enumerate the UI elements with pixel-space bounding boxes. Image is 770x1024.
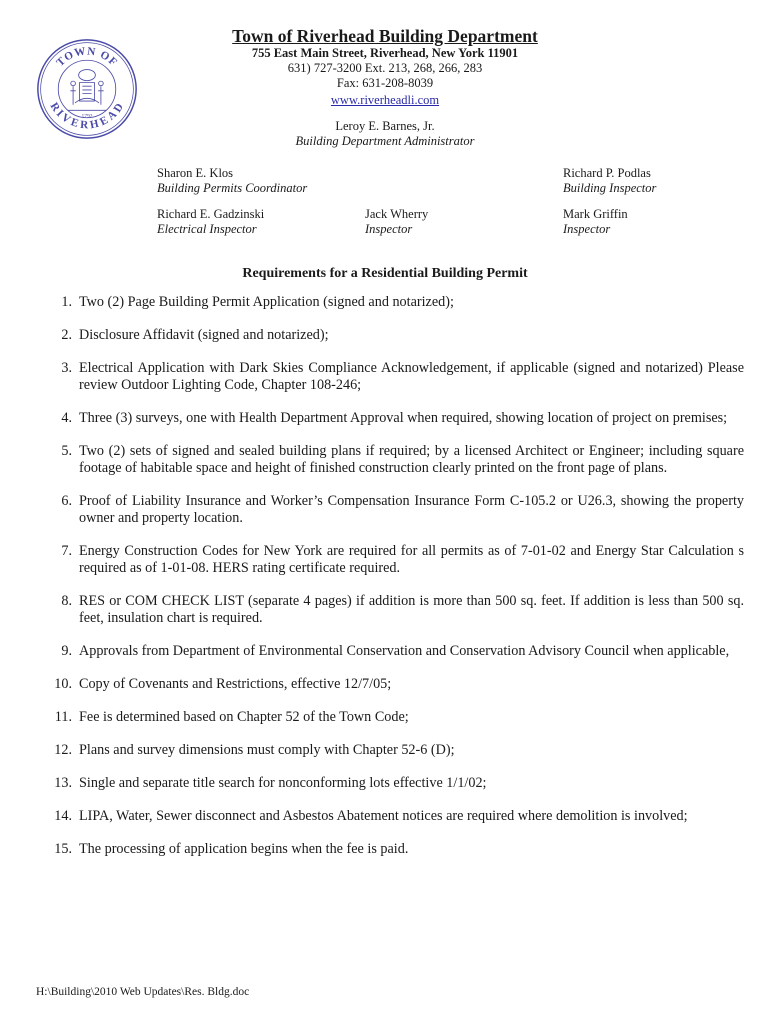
requirement-item — [36, 327, 744, 344]
item-number: 14. — [54, 808, 72, 824]
item-number: 15. — [54, 841, 72, 857]
requirement-item — [36, 841, 744, 858]
item-number: 11. — [54, 709, 72, 725]
seal-year: 1792 — [81, 113, 93, 120]
requirement-item — [36, 808, 744, 825]
requirement-item — [36, 742, 744, 759]
seal-bottom-text: RIVERHEAD — [47, 100, 127, 132]
department-phone: 631) 727-3200 Ext. 213, 268, 266, 283 — [287, 61, 483, 75]
staff-entry — [157, 166, 307, 196]
staff-title: Electrical Inspector — [157, 222, 257, 236]
item-text: Three (3) surveys, one with Health Department Approval when required, showing location of project on premises; — [79, 410, 728, 426]
staff-name: Richard P. Podlas — [563, 166, 651, 180]
item-text: Proof of Liability Insurance and Worker’s Compensation Insurance Form C-105.2 or U26.3, showing the property owner and property location. — [79, 493, 744, 526]
item-text: Plans and survey dimensions must comply with Chapter 52-6 (D); — [79, 742, 455, 758]
item-number: 8. — [61, 593, 72, 609]
item-number: 7. — [61, 543, 72, 559]
item-number: 2. — [61, 327, 72, 343]
item-number: 12. — [54, 742, 72, 758]
requirement-item — [36, 294, 744, 311]
requirement-item — [36, 676, 744, 693]
staff-name: Jack Wherry — [365, 207, 429, 221]
website-link[interactable]: www.riverheadli.com — [330, 93, 440, 107]
requirement-item — [36, 643, 744, 660]
item-text: The processing of application begins when the fee is paid. — [79, 841, 409, 857]
item-text: Copy of Covenants and Restrictions, effective 12/7/05; — [79, 676, 392, 692]
staff-name: Richard E. Gadzinski — [157, 207, 265, 221]
staff-entry — [365, 207, 428, 237]
item-number: 9. — [61, 643, 72, 659]
footer-file-path: H:\Building\2010 Web Updates\Res. Bldg.doc — [36, 986, 250, 998]
item-text: Two (2) sets of signed and sealed building plans if required; by a licensed Architect or Engineer; including square footage of habitable space and height of finished construction clearly printed on the front page of plans. — [79, 443, 744, 476]
requirement-item — [36, 410, 744, 427]
administrator-name: Leroy E. Barnes, Jr. — [335, 119, 435, 133]
department-address: 755 East Main Street, Riverhead, New York 11901 — [251, 46, 519, 60]
administrator-title: Building Department Administrator — [295, 134, 475, 148]
staff-title: Inspector — [563, 222, 611, 236]
item-number: 5. — [61, 443, 72, 459]
item-text: Two (2) Page Building Permit Application (signed and notarized); — [79, 294, 454, 310]
requirement-item — [36, 775, 744, 792]
department-fax: Fax: 631-208-8039 — [336, 76, 434, 90]
item-text: Disclosure Affidavit (signed and notarized); — [79, 327, 329, 343]
item-number: 4. — [61, 410, 72, 426]
staff-entry — [563, 166, 656, 196]
letterhead — [180, 26, 590, 149]
town-seal — [36, 38, 138, 140]
item-number: 10. — [54, 676, 72, 692]
item-text: LIPA, Water, Sewer disconnect and Asbestos Abatement notices are required where demolition is involved; — [79, 808, 688, 824]
requirement-item — [36, 443, 744, 477]
item-text: Electrical Application with Dark Skies Compliance Acknowledgement, if applicable (signed and notarized) Please review Outdoor Lighting Code, Chapter 108-246; — [79, 360, 744, 393]
requirement-item — [36, 543, 744, 577]
requirement-item — [36, 709, 744, 726]
item-number: 6. — [61, 493, 72, 509]
item-text: Fee is determined based on Chapter 52 of the Town Code; — [79, 709, 409, 725]
requirement-item — [36, 360, 744, 394]
requirements-heading: Requirements for a Residential Building Permit — [242, 266, 528, 281]
item-text: RES or COM CHECK LIST (separate 4 pages) if addition is more than 500 sq. feet. If addition is less than 500 sq. feet, insulation chart is required. — [79, 593, 744, 626]
staff-title: Building Inspector — [563, 181, 657, 195]
item-number: 13. — [54, 775, 72, 791]
staff-title: Building Permits Coordinator — [157, 181, 308, 195]
item-number: 3. — [61, 360, 72, 376]
staff-name: Sharon E. Klos — [157, 166, 234, 180]
item-text: Single and separate title search for nonconforming lots effective 1/1/02; — [79, 775, 487, 791]
staff-entry — [563, 207, 628, 237]
staff-name: Mark Griffin — [563, 207, 628, 221]
requirement-item — [36, 593, 744, 627]
item-text: Approvals from Department of Environmental Conservation and Conservation Advisory Council when applicable, — [79, 643, 730, 659]
item-text: Energy Construction Codes for New York are required for all permits as of 7-01-02 and Energy Star Calculation s required as of 1-01-08. HERS rating certificate required. — [79, 543, 744, 576]
seal-top-text: TOWN OF — [54, 45, 120, 69]
department-title: Town of Riverhead Building Department — [232, 26, 538, 46]
staff-title: Inspector — [365, 222, 413, 236]
staff-entry — [157, 207, 264, 237]
item-number: 1. — [61, 294, 72, 310]
requirements-list — [36, 294, 744, 874]
requirement-item — [36, 493, 744, 527]
